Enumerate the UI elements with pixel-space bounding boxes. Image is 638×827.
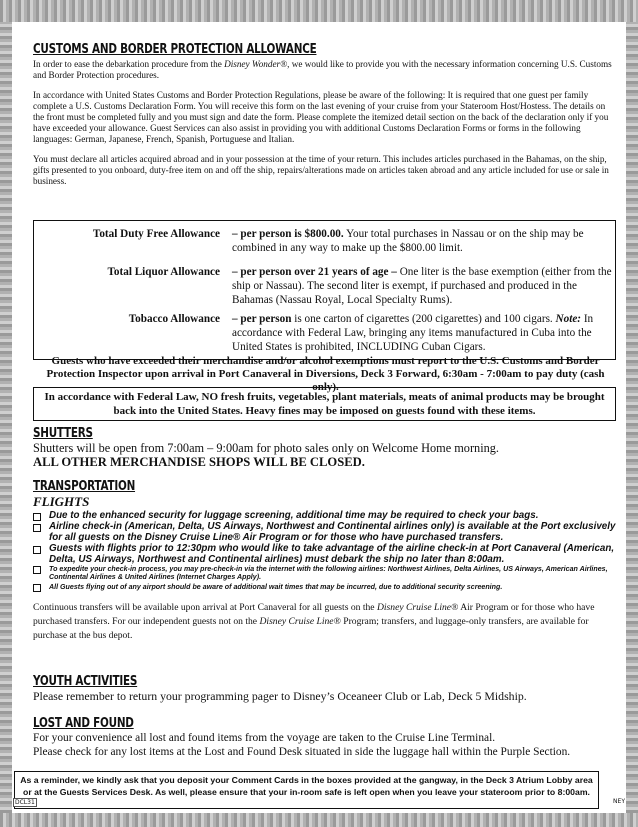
- checkbox-bullet-icon: [33, 546, 41, 554]
- allowance-note-label: Note:: [555, 313, 582, 325]
- document-page: [33, 42, 618, 770]
- allowance-row-liquor: [40, 265, 610, 309]
- checkbox-bullet-icon: [33, 524, 41, 532]
- lost-found-line2: Please check for any lost items at the Lost and Found Desk situated in side the luggage hall within the Purple Section.: [33, 746, 571, 758]
- customs-regulations-paragraph: In accordance with United States Customs and Border Protection Regulations, please be aware of the following: It is required that one guest per family complete a U.S. Customs Declaration Form. You will receive this form on the last evening of your cruise from your Stateroom Host/Hostess. The details on the front must be completed fully and you must sign and date the form. Please complete the itemized detail section on the back of the declaration only if you have exceeded your allowance. Guest Services can also assist in providing you with additional Customs Declaration Forms or forms in the following languages: German, Japanese, French, Spanish, Portuguese and Italian.: [33, 90, 609, 144]
- allowance-bold: – per person is $800.00.: [232, 228, 344, 240]
- checkbox-bullet-icon: [33, 566, 41, 574]
- customs-heading: CUSTOMS AND BORDER PROTECTION ALLOWANCE: [33, 42, 317, 57]
- youth-section: [33, 674, 618, 703]
- notice-federal-law: In accordance with Federal Law, NO fresh fruits, vegetables, plant materials, meats of animal products may be brought back into the United States. Heavy fines may be imposed on guests found with these items.: [33, 387, 616, 421]
- flights-subheading: FLIGHTS: [33, 494, 90, 509]
- reminder-box: As a reminder, we kindly ask that you deposit your Comment Cards in the boxes provided at the gangway, in the Deck 3 Atrium Lobby area or at the Guests Services Desk. As well, please ensure that your in-room safe is left open when you leave your stateroom prior to 8:00am.: [14, 771, 599, 809]
- checkbox-bullet-icon: [33, 513, 41, 521]
- cruise-line-name: Disney Cruise Line®: [376, 601, 459, 613]
- customs-intro-b: , we would like to provide you with the necessary information concerning U.S. Customs and Border Protection procedures.: [33, 59, 612, 80]
- transfers-text: Program; transfers, and luggage-only transfers, are available for purchase at the bus depot.: [33, 615, 589, 641]
- list-item-text: Guests with flights prior to 12:30pm who would like to take advantage of the airline check-in at Port Canaveral (American, Delta, US Airways, Northwest and Continental airlines) must debark the ship no later than 8:00am.: [49, 543, 615, 565]
- allowance-detail: is one carton of cigarettes (200 cigarettes) and 100 cigars.: [291, 313, 553, 325]
- lost-found-section: [33, 716, 618, 759]
- cruise-line-name: Disney Cruise Line®: [259, 615, 341, 627]
- page-border-left: [0, 22, 12, 813]
- customs-declare-paragraph: You must declare all articles acquired abroad and in your possession at the time of your return. This includes articles purchased in the Bahamas, on the ship, gifts presented to you onboard, duty-free item on and off the ship, repairs/alterations made on articles taken abroad and any article included for use or sale in business.: [33, 154, 609, 186]
- transfers-paragraph: [33, 601, 618, 643]
- allowance-note-text: In accordance with Federal Law, bringing any items manufactured in Cuba into the United States is prohibited, INCLUDING Cuban Cigars.: [232, 313, 594, 353]
- allowance-row-tobacco: [40, 312, 610, 356]
- customs-intro-a: In order to ease the debarkation procedure from the: [33, 59, 225, 69]
- allowance-text: [232, 227, 617, 255]
- customs-intro: [33, 59, 618, 81]
- transportation-heading: TRANSPORTATION: [33, 479, 136, 494]
- allowance-label: Total Duty Free Allowance: [92, 228, 220, 240]
- list-item-text: To expedite your check-in process, you may pre-check-in via the internet with the following airlines: Northwest Airlines, Delta Airlines, US Airways, American Airlines, Continental Airlines & United Airlines (Internet Charges Apply).: [49, 565, 608, 582]
- lost-found-heading: LOST AND FOUND: [33, 716, 134, 731]
- youth-heading: YOUTH ACTIVITIES: [33, 674, 138, 689]
- allowance-label: Total Liquor Allowance: [107, 266, 220, 278]
- list-item-text: Due to the enhanced security for luggage screening, additional time may be required to check your bags.: [49, 510, 539, 521]
- allowance-text: [232, 312, 617, 354]
- allowance-bold: – per person: [232, 313, 292, 325]
- lost-found-line1: For your convenience all lost and found items from the voyage are taken to the Cruise Line Terminal.: [33, 732, 496, 744]
- allowance-detail: One liter is the base exemption (either from the ship or Nassau). The second liter is exempt, if purchased and produced in the Bahamas (Nassau Royal, Local Specialty Rums).: [232, 266, 612, 306]
- allowance-box: [33, 220, 616, 360]
- list-item: [33, 565, 618, 581]
- shutters-shops-closed: ALL OTHER MERCHANDISE SHOPS WILL BE CLOSED.: [33, 455, 365, 469]
- allowance-text: [232, 265, 617, 307]
- list-item: [33, 583, 618, 591]
- shutters-text: Shutters will be open from 7:00am – 9:00am for photo sales only on Welcome Home morning.: [33, 441, 499, 455]
- spacer: [33, 81, 618, 90]
- shutters-heading: SHUTTERS: [33, 426, 93, 441]
- footer-corner-text: NEY: [613, 798, 625, 805]
- transfers-text: Continuous transfers will be available upon arrival at Port Canaveral for all guests on the: [33, 601, 377, 613]
- list-item: [33, 510, 618, 521]
- ship-name: Disney Wonder®: [224, 59, 288, 69]
- spacer: [33, 145, 618, 154]
- page-border-top: [0, 0, 638, 22]
- list-item: [33, 543, 618, 565]
- flights-list: [33, 510, 618, 592]
- checkbox-bullet-icon: [33, 584, 41, 592]
- notice-exceeded-exemptions: Guests who have exceeded their merchandise and/or alcohol exemptions must report to the U.S. Customs and Border Protection Inspector upon arrival in Port Canaveral in Diversions, Deck 3 Forward, 6:30am - 7:00am to pay duty (cash only).: [46, 355, 605, 393]
- list-item-text: All Guests flying out of any airport should be aware of additional wait times that may be incurred, due to additional security screening.: [49, 583, 503, 592]
- youth-text: Please remember to return your programming pager to Disney’s Oceaneer Club or Lab, Deck 5 Midship.: [33, 689, 527, 703]
- list-item-text: Airline check-in (American, Delta, US Airways, Northwest and Continental airlines only) is available at the Port exclusively for all guests on the Disney Cruise Line® Air Program or for those who have purchased transfers.: [49, 521, 616, 543]
- allowance-bold: – per person over 21 years of age –: [232, 266, 397, 278]
- transportation-section: [33, 479, 618, 643]
- shutters-section: [33, 426, 618, 469]
- footer-code: DCL31: [15, 799, 35, 806]
- allowance-row-duty-free: [40, 227, 610, 257]
- allowance-detail: Your total purchases in Nassau or on the ship may be combined in any way to make up the $800.00 limit.: [232, 228, 584, 254]
- page-border-right: [626, 22, 638, 813]
- transfers-text: Air Program or for those who have purchased transfers. For our independent guests not on the: [33, 601, 595, 627]
- list-item: [33, 521, 618, 543]
- page-border-bottom: [0, 813, 638, 827]
- allowance-label: Tobacco Allowance: [128, 313, 220, 325]
